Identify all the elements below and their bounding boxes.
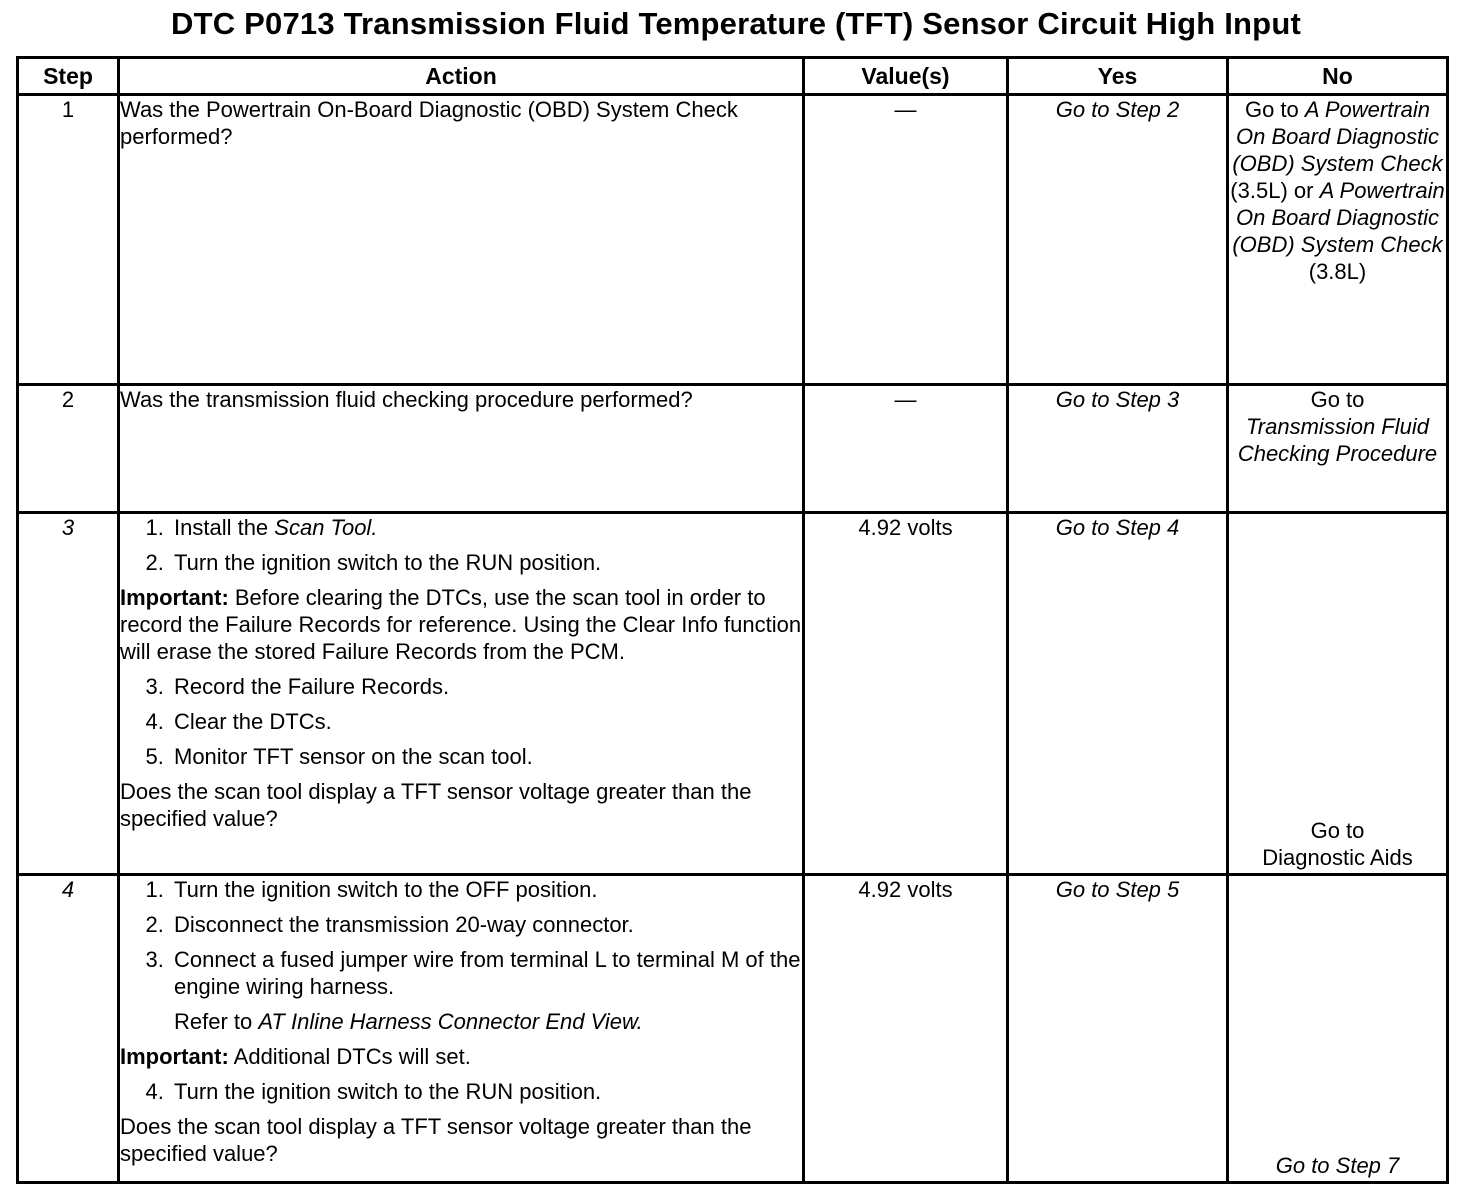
step-text: Install the (174, 515, 275, 540)
important-label: Important: (120, 585, 229, 610)
refer-text: Refer to (174, 1009, 259, 1034)
no-link-diagnostic-aids[interactable]: Diagnostic Aids (1262, 845, 1413, 870)
action-cell (119, 875, 804, 1183)
step-number: 1 (18, 95, 119, 385)
value-cell: 4.92 volts (804, 875, 1008, 1183)
step-number: 4 (18, 875, 119, 1183)
table-row (18, 875, 1448, 1183)
procedure-step: 3. Record the Failure Records. (170, 673, 802, 700)
step-text: Connect a fused jumper wire from terminal L to terminal M of the engine wiring harness. (174, 947, 801, 999)
important-label: Important: (120, 1044, 229, 1069)
procedure-step: 5. Monitor TFT sensor on the scan tool. (170, 743, 802, 770)
procedure-step (170, 514, 802, 541)
header-action: Action (119, 58, 804, 95)
procedure-list (120, 673, 802, 770)
connector-end-view-link[interactable]: AT Inline Harness Connector End View. (258, 1009, 643, 1034)
no-link[interactable]: Go to Step 7 (1228, 875, 1448, 1183)
procedure-list (120, 876, 802, 1035)
procedure-list (120, 514, 802, 576)
no-text: (3.5L) or (1230, 178, 1320, 203)
table-row (18, 95, 1448, 385)
diagnostic-table (16, 56, 1449, 1184)
value-cell: — (804, 95, 1008, 385)
action-question: Does the scan tool display a TFT sensor voltage greater than the specified value? (120, 1114, 752, 1166)
yes-link[interactable]: Go to Step 5 (1008, 875, 1228, 1183)
no-text: Go to (1310, 387, 1365, 412)
scan-tool-link[interactable]: Scan Tool. (274, 515, 378, 540)
important-text: Before clearing the DTCs, use the scan tool in order to record the Failure Records for reference. Using the Clear Info function will erase the stored Failure Records from the PCM. (120, 585, 802, 664)
step-number: 3 (18, 513, 119, 875)
important-note (120, 584, 802, 665)
no-link-35l[interactable]: A Powertrain On Board Diagnostic (OBD) System Check (1232, 97, 1443, 176)
table-row (18, 385, 1448, 513)
value-cell: — (804, 385, 1008, 513)
no-text: Go to (1310, 818, 1365, 843)
no-cell (1228, 385, 1448, 513)
action-question: Was the transmission fluid checking procedure performed? (120, 387, 693, 412)
header-step: Step (18, 58, 119, 95)
header-values: Value(s) (804, 58, 1008, 95)
no-link-fluid-checking[interactable]: Transmission Fluid Checking Procedure (1237, 414, 1438, 466)
yes-link[interactable]: Go to Step 3 (1008, 385, 1228, 513)
header-yes: Yes (1008, 58, 1228, 95)
table-row (18, 513, 1448, 875)
important-text: Additional DTCs will set. (228, 1044, 471, 1069)
action-question: Does the scan tool display a TFT sensor voltage greater than the specified value? (120, 779, 752, 831)
no-text: Go to (1244, 97, 1305, 122)
procedure-step (170, 946, 802, 1035)
procedure-step: 2. Disconnect the transmission 20-way connector. (170, 911, 802, 938)
action-cell (119, 385, 804, 513)
procedure-step: 4. Turn the ignition switch to the RUN position. (170, 1078, 802, 1105)
procedure-step: 2. Turn the ignition switch to the RUN position. (170, 549, 802, 576)
yes-link[interactable]: Go to Step 4 (1008, 513, 1228, 875)
no-cell (1228, 95, 1448, 385)
no-cell (1228, 513, 1448, 875)
header-no: No (1228, 58, 1448, 95)
step-number: 2 (18, 385, 119, 513)
no-link-38l[interactable]: A Powertrain On Board Diagnostic (OBD) System Check (1232, 178, 1445, 257)
no-text: (3.8L) (1308, 259, 1367, 284)
action-cell (119, 95, 804, 385)
procedure-step: 1. Turn the ignition switch to the OFF position. (170, 876, 802, 903)
header-row (18, 58, 1448, 95)
procedure-step: 4. Clear the DTCs. (170, 708, 802, 735)
action-cell (119, 513, 804, 875)
important-note (120, 1043, 802, 1070)
procedure-list (120, 1078, 802, 1105)
value-cell: 4.92 volts (804, 513, 1008, 875)
page-title: DTC P0713 Transmission Fluid Temperature (TFT) Sensor Circuit High Input (171, 6, 1301, 41)
yes-link[interactable]: Go to Step 2 (1008, 95, 1228, 385)
refer-note (174, 1008, 802, 1035)
action-question: Was the Powertrain On-Board Diagnostic (OBD) System Check performed? (120, 97, 738, 149)
